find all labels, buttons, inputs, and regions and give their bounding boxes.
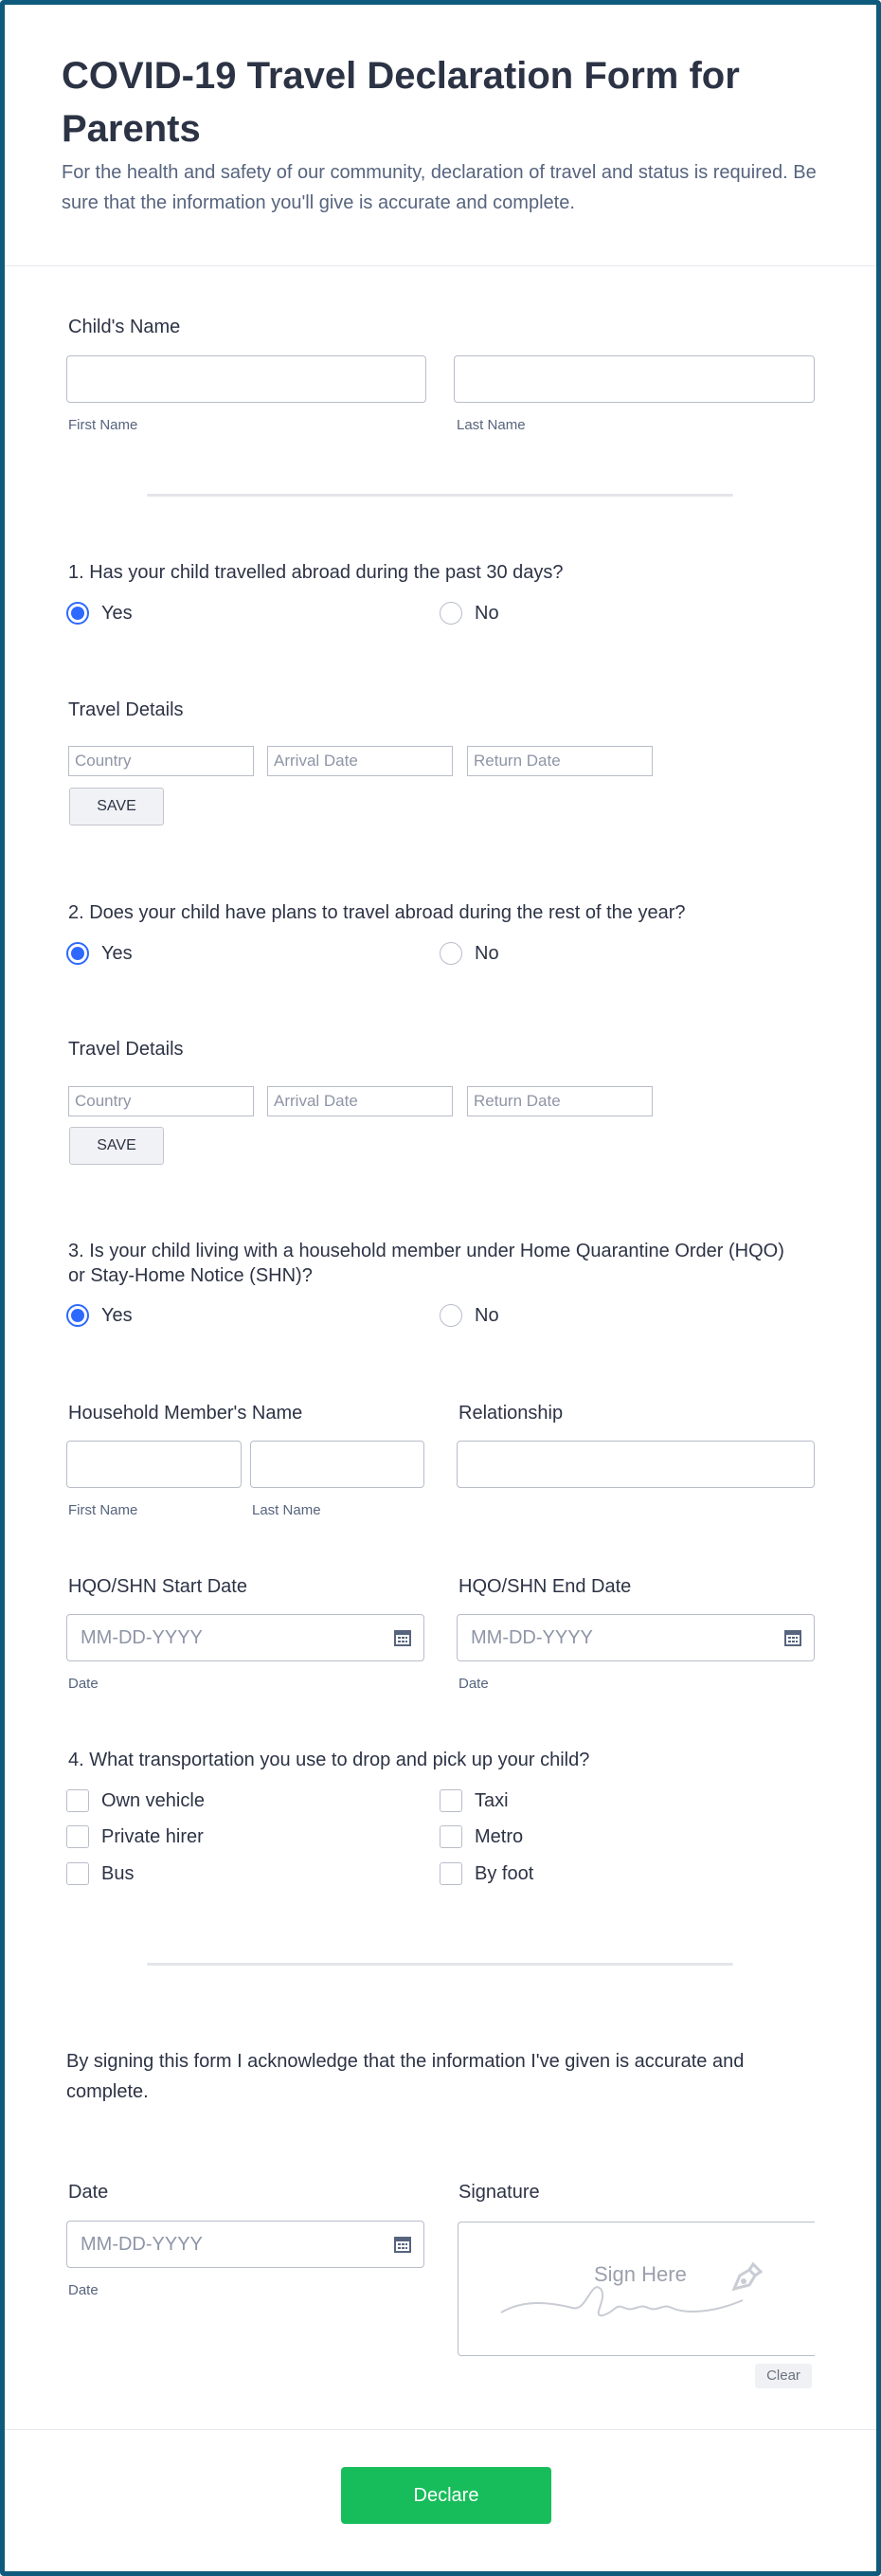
- signature-placeholder: Sign Here: [594, 2262, 687, 2286]
- acknowledgement-text: By signing this form I acknowledge that the information I've given is accurate and complete.: [66, 2051, 745, 2102]
- page-title: COVID-19 Travel Declaration Form for Parents: [62, 55, 740, 150]
- sign-date-placeholder: MM-DD-YYYY: [81, 2234, 203, 2255]
- q2-country-input[interactable]: Country: [68, 1086, 254, 1116]
- sign-date-input[interactable]: [66, 2221, 424, 2268]
- taxi-checkbox[interactable]: [440, 1789, 462, 1812]
- question-1-label: 1. Has your child travelled abroad during the past 30 days?: [68, 562, 564, 583]
- own-vehicle-label[interactable]: Own vehicle: [101, 1790, 205, 1811]
- signature-pad[interactable]: [458, 2222, 815, 2356]
- q1-arrival-date-input[interactable]: Arrival Date: [267, 746, 453, 776]
- hqo-start-date-placeholder: MM-DD-YYYY: [81, 1627, 203, 1648]
- q3-yes-radio[interactable]: [66, 1304, 89, 1327]
- hqo-end-date-input[interactable]: [457, 1614, 815, 1661]
- page-subtitle: For the health and safety of our community, declaration of travel and status is required. Be sure that the information you'll give is accurate and complete.: [62, 162, 817, 213]
- section-divider: [147, 494, 733, 497]
- q1-travel-details-label: Travel Details: [68, 699, 184, 720]
- q1-return-date-input[interactable]: Return Date: [467, 746, 653, 776]
- q1-no-label[interactable]: No: [475, 603, 499, 624]
- sign-date-label: Date: [68, 2182, 109, 2203]
- hqo-start-date-sublabel: Date: [68, 1676, 99, 1692]
- hqo-start-date-input[interactable]: [66, 1614, 424, 1661]
- section-divider: [147, 1963, 733, 1966]
- sign-date-sublabel: Date: [68, 2282, 99, 2298]
- q1-country-input[interactable]: Country: [68, 746, 254, 776]
- signature-label: Signature: [458, 2182, 540, 2203]
- metro-label[interactable]: Metro: [475, 1826, 524, 1847]
- private-hirer-checkbox[interactable]: [66, 1825, 89, 1848]
- q2-travel-details-label: Travel Details: [68, 1039, 184, 1060]
- question-3-label: 3. Is your child living with a household member under Home Quarantine Order (HQO) or Stay-Home Notice (SHN)?: [68, 1241, 784, 1286]
- q1-yes-label[interactable]: Yes: [101, 603, 133, 624]
- q2-return-date-input[interactable]: Return Date: [467, 1086, 653, 1116]
- signature-clear-button[interactable]: Clear: [755, 2364, 812, 2388]
- q3-no-radio[interactable]: [440, 1304, 462, 1327]
- q1-yes-radio[interactable]: [66, 602, 89, 625]
- declare-button[interactable]: Declare: [341, 2467, 551, 2524]
- by-foot-checkbox[interactable]: [440, 1862, 462, 1885]
- taxi-label[interactable]: Taxi: [475, 1790, 509, 1811]
- q1-save-button[interactable]: SAVE: [69, 788, 164, 825]
- private-hirer-label[interactable]: Private hirer: [101, 1826, 204, 1847]
- q2-save-button[interactable]: SAVE: [69, 1127, 164, 1165]
- hqo-end-date-label: HQO/SHN End Date: [458, 1576, 632, 1597]
- form-header: [5, 5, 876, 266]
- q2-no-radio[interactable]: [440, 942, 462, 965]
- relationship-input[interactable]: [457, 1441, 815, 1488]
- pen-icon: [727, 2259, 764, 2296]
- hqo-start-date-label: HQO/SHN Start Date: [68, 1576, 247, 1597]
- household-last-name-sublabel: Last Name: [252, 1502, 321, 1518]
- household-first-name-input[interactable]: [66, 1441, 242, 1488]
- household-first-name-sublabel: First Name: [68, 1502, 138, 1518]
- child-name-label: Child's Name: [68, 317, 181, 337]
- household-last-name-input[interactable]: [250, 1441, 424, 1488]
- child-last-name-sublabel: Last Name: [457, 417, 526, 433]
- question-2-label: 2. Does your child have plans to travel abroad during the rest of the year?: [68, 902, 686, 923]
- child-first-name-input[interactable]: [66, 355, 426, 403]
- q2-no-label[interactable]: No: [475, 943, 499, 964]
- relationship-label: Relationship: [458, 1403, 564, 1424]
- bus-checkbox[interactable]: [66, 1862, 89, 1885]
- question-4-label: 4. What transportation you use to drop and pick up your child?: [68, 1750, 590, 1770]
- hqo-end-date-sublabel: Date: [458, 1676, 489, 1692]
- by-foot-label[interactable]: By foot: [475, 1863, 534, 1884]
- calendar-icon[interactable]: [393, 1628, 412, 1647]
- q2-arrival-date-input[interactable]: Arrival Date: [267, 1086, 453, 1116]
- child-last-name-input[interactable]: [454, 355, 815, 403]
- q3-yes-label[interactable]: Yes: [101, 1305, 133, 1326]
- child-first-name-sublabel: First Name: [68, 417, 138, 433]
- footer-divider: [5, 2429, 876, 2430]
- hqo-end-date-placeholder: MM-DD-YYYY: [471, 1627, 593, 1648]
- household-name-label: Household Member's Name: [68, 1403, 303, 1424]
- q1-no-radio[interactable]: [440, 602, 462, 625]
- bus-label[interactable]: Bus: [101, 1863, 135, 1884]
- q2-yes-radio[interactable]: [66, 942, 89, 965]
- calendar-icon[interactable]: [393, 2235, 412, 2254]
- q3-no-label[interactable]: No: [475, 1305, 499, 1326]
- own-vehicle-checkbox[interactable]: [66, 1789, 89, 1812]
- calendar-icon[interactable]: [783, 1628, 802, 1647]
- metro-checkbox[interactable]: [440, 1825, 462, 1848]
- q2-yes-label[interactable]: Yes: [101, 943, 133, 964]
